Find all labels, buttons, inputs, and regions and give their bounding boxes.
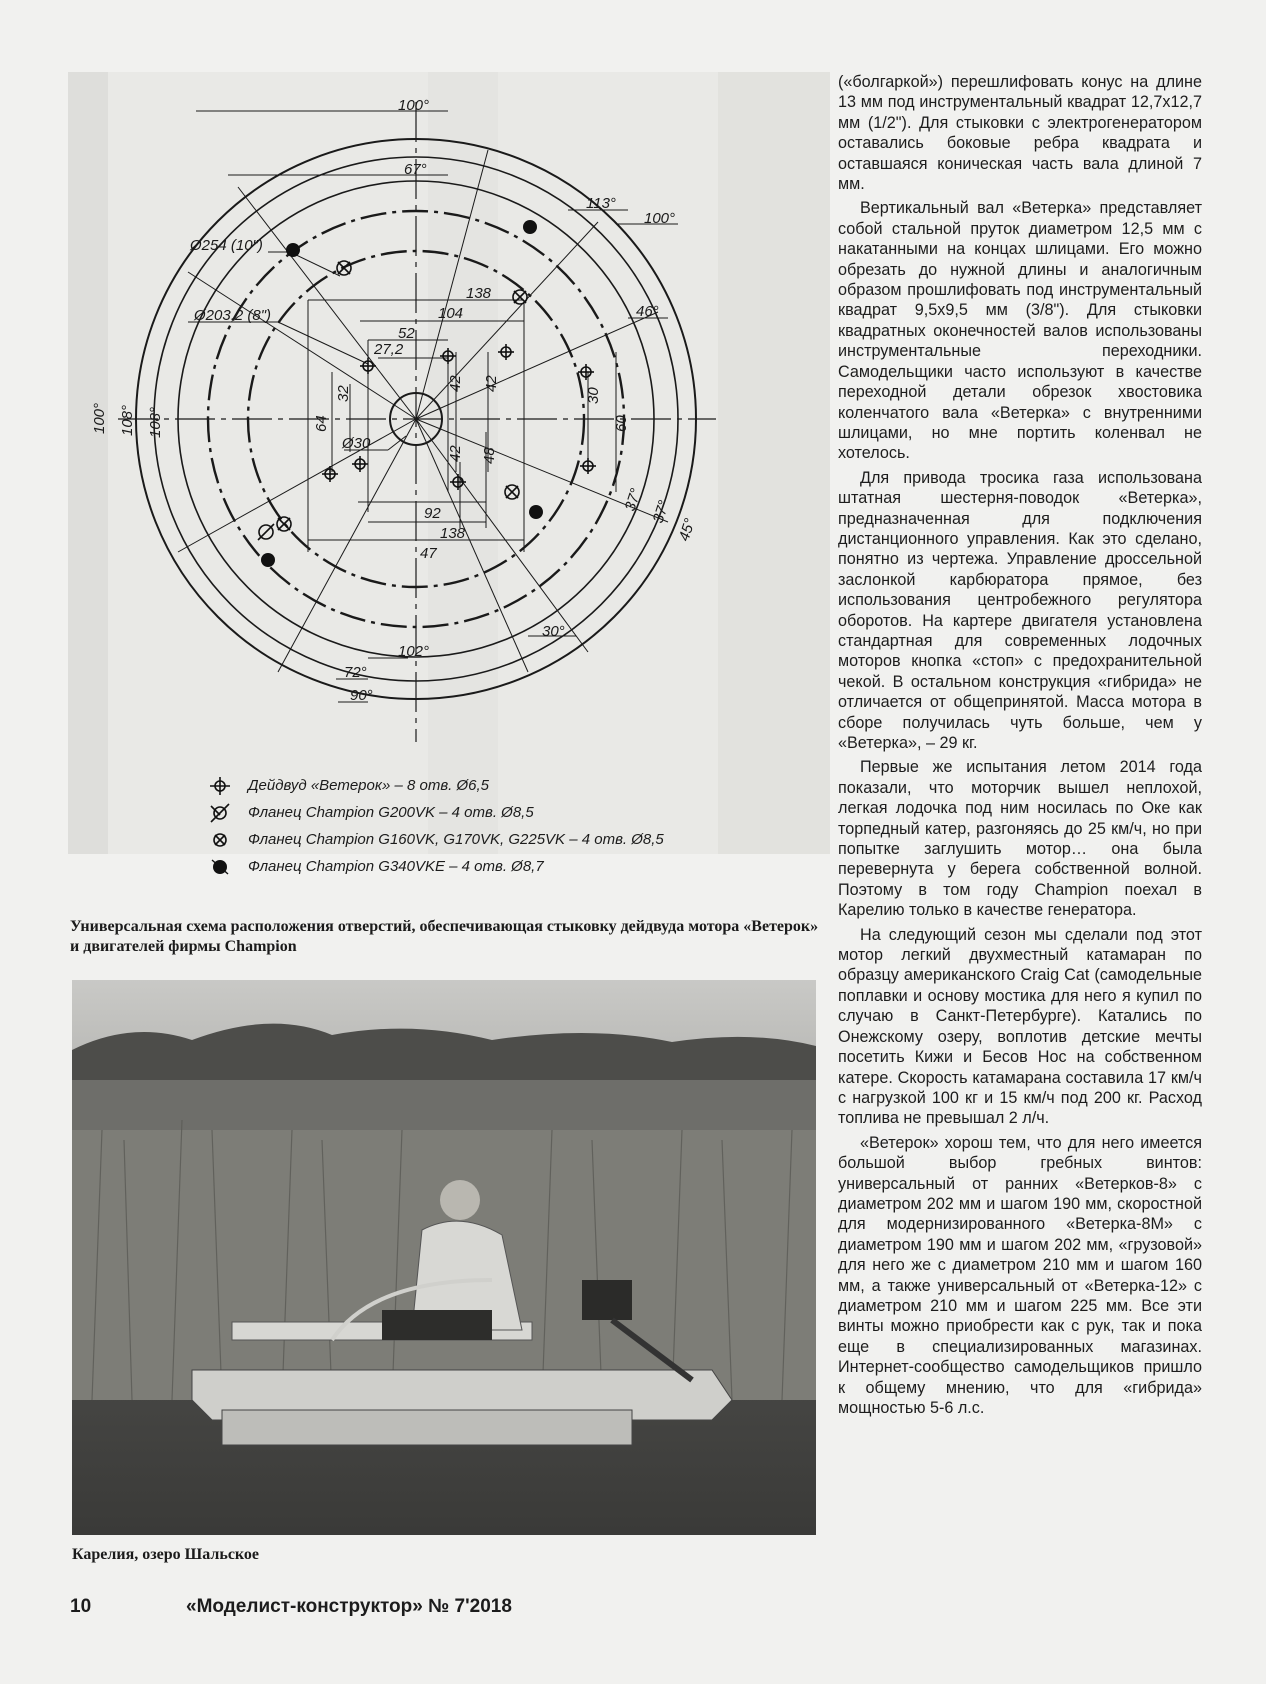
slash-hole-icon <box>208 803 238 823</box>
paragraph: На следующий сезон мы сделали под этот мотор легкий двухместный катамаран по образцу американского Craig Cat (самодельные поплавки и основу мостика для него я купил по случаю в Санкт-Петербурге). Катались по Онежскому озеру, воплотив детские мечты посетить Кижи и Бесов Нос на собственном катере. Скорость катамарана составила 17 км/ч с нагрузкой 100 кг и 15 км/ч под 200 кг. Расход топлива не превышал 2 л/ч. <box>838 925 1202 1128</box>
page-number: 10 <box>70 1596 92 1617</box>
hole-cross <box>440 348 456 364</box>
hole-slash <box>258 524 274 540</box>
legend-item <box>208 826 664 853</box>
paragraph: Вертикальный вал «Ветерка» представляет собой стальной пруток диаметром 12,5 мм с накатанными на концах шлицами. Его можно обрезать до нужной длины и аналогичным образом прошлифовать под инструментальный квадрат 9,5х9,5 мм (3/8"). Для стыковки квадратных оконечностей валов использованы инструментальные переходники. Самодельщики часто используют в качестве переходной детали обрезок хвостовика коленчатого вала «Ветерка» с внутренними шлицами, но мне портить коленвал не хотелось. <box>838 199 1202 463</box>
legend-item <box>208 853 664 880</box>
label-90: 90° <box>350 687 373 704</box>
x-hole-icon <box>208 830 238 850</box>
article-text-column <box>838 72 1202 1418</box>
hole-x <box>337 261 351 275</box>
label-30-dim: 30 <box>585 387 602 404</box>
label-100-right: 100° <box>644 210 676 227</box>
hole-cross <box>578 364 594 380</box>
hole-x <box>505 485 519 499</box>
hole-cross <box>498 344 514 360</box>
hole-filled <box>286 243 300 257</box>
label-45: 45° <box>675 516 699 544</box>
label-104: 104 <box>438 305 464 322</box>
legend-text: Дейдвуд «Ветерок» – 8 отв. Ø6,5 <box>248 777 490 794</box>
catamaran-photo <box>72 980 816 1535</box>
drawing-legend <box>208 772 664 880</box>
label-d203: Ø203,2 (8") <box>194 307 272 324</box>
hole-filled <box>529 505 543 519</box>
label-113: 113° <box>586 195 616 212</box>
hole-x <box>277 517 291 531</box>
label-102: 102° <box>398 643 430 660</box>
legend-text: Фланец Champion G200VK – 4 отв. Ø8,5 <box>248 804 534 821</box>
hole-layout-drawing <box>68 72 830 875</box>
legend-text: Фланец Champion G340VKE – 4 отв. Ø8,7 <box>248 858 544 875</box>
drawing-svg <box>68 72 830 854</box>
label-48: 48 <box>481 447 498 464</box>
hole-cross <box>580 458 596 474</box>
label-32: 32 <box>335 385 352 402</box>
label-52: 52 <box>398 325 415 342</box>
paragraph: Первые же испытания летом 2014 года показали, что моторчик вышел неплохой, легкая лодочка под ним носилась по Оке как торпедный катер, разгоняясь до 25 км/ч, но при попытке заглушить мотор… она была перевернута у берега собственной волной. Поэтому в том году Champion поехал в Карелию только в качестве генератора. <box>838 758 1202 920</box>
label-47: 47 <box>420 545 437 562</box>
paragraph: («болгаркой») перешлифовать конус на длине 13 мм под инструментальный квадрат 12,7х12,7 мм (1/2"). Для стыковки с электрогенератором оставались боковые ребра квадрата и оставшаяся коническая часть вала длиной 7 мм. <box>838 73 1202 194</box>
label-67: 67° <box>404 161 427 178</box>
label-108-a: 108° <box>119 404 136 436</box>
label-138-top: 138 <box>466 285 492 302</box>
label-42-a: 42 <box>447 375 464 392</box>
label-42-b: 42 <box>483 375 500 392</box>
paragraph: «Ветерок» хорош тем, что для него имеется большой выбор гребных винтов: универсальный от ранних «Ветерков-8» с диаметром 202 мм и шагом 190 мм, скоростной для модернизированного «Ветерка-8М» с диаметром 190 мм и шагом 202 мм, «грузовой» для него же с диаметром 210 мм и шагом 160 мм, а также универсальный от «Ветерка-12» с диаметром 210 мм и шагом 225 мм. Все эти винты можно приобрести как с рук, так и пока еще в специализированных магазинах. Интернет-сообщество самодельщиков пришло к общему мнению, что для «гибрида» мощностью 5-6 л.с. <box>838 1133 1202 1417</box>
label-d30: Ø30 <box>342 435 371 452</box>
legend-item <box>208 799 664 826</box>
label-64: 64 <box>313 415 330 432</box>
label-30-angle: 30° <box>542 623 565 640</box>
legend-text: Фланец Champion G160VK, G170VK, G225VK – 4 отв. Ø8,5 <box>248 831 664 848</box>
label-d254: Ø254 (10") <box>190 237 263 254</box>
hole-cross <box>322 466 338 482</box>
photo-illustration <box>72 980 816 1535</box>
photo-caption: Карелия, озеро Шальское <box>72 1546 260 1563</box>
hole-cross <box>352 456 368 472</box>
label-27-2: 27,2 <box>374 341 404 358</box>
hole-filled <box>523 220 537 234</box>
paragraph: Для привода тросика газа использована штатная шестерня-поводок «Ветерка», предназначенная для подключения дистанционного управления. Как это сделано, понятно из чертежа. Управление дроссельной заслонкой карбюратора прямое, без использования центробежного регулятора оборотов. На картере двигателя установлена стандартная для современных лодочных моторов кнопка «стоп» с предохранительной чекой. В остальном конструкция «гибрида» не отличается от общепринятой. Масса мотора в сборе получилась чуть больше, чем у «Ветерка», – 29 кг. <box>838 468 1202 752</box>
hole-cross <box>450 474 466 490</box>
legend-item <box>208 772 664 799</box>
label-92: 92 <box>424 505 441 522</box>
drawing-caption: Универсальная схема расположения отверстий, обеспечивающая стыковку дейдвуда мотора «Ветерок» и двигателей фирмы Champion <box>70 918 819 955</box>
label-138-bottom: 138 <box>440 525 466 542</box>
journal-title: «Моделист-конструктор» № 7'2018 <box>186 1596 512 1617</box>
label-37-a: 37° <box>621 486 645 514</box>
label-108-b: 108° <box>147 406 164 438</box>
label-60: 60 <box>613 415 630 432</box>
hole-filled <box>261 553 275 567</box>
label-100-top: 100° <box>398 97 430 114</box>
label-42-c: 42 <box>447 445 464 462</box>
label-72: 72° <box>344 664 367 681</box>
label-46: 46° <box>636 303 659 320</box>
label-100-left: 100° <box>91 402 108 434</box>
cross-hole-icon <box>208 776 238 796</box>
hole-cross <box>360 358 376 374</box>
hole-x <box>513 290 527 304</box>
filled-hole-icon <box>208 857 238 877</box>
label-37-b: 37° <box>649 498 673 526</box>
